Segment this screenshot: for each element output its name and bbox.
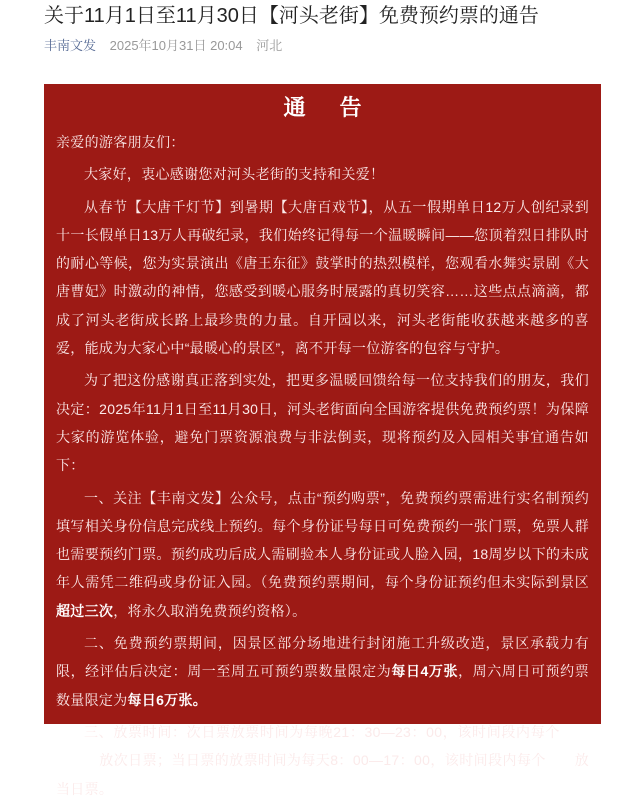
bold-text: 每日4万张 — [391, 663, 459, 680]
text: 放当日票。 — [56, 752, 589, 797]
article-meta — [44, 36, 282, 56]
text: 一、关注【丰南文发】公众号，点击“预约购票”，免费预约票需进行实名制预约填写相关身份信息完成线上预约。每个身份证号每日可免费预约一张门票，免票人群也需要预约门票。预约成功后成人需刷验本人身份证或人脸入园，18周岁以下的未成年人需凭二维码或身份证入园。（免费预约票期间，每个身份证预约但未实际到景区 — [56, 489, 589, 591]
bold-text: 每日6万张。 — [127, 691, 208, 708]
paragraph-history: 从春节【大唐千灯节】到暑期【大唐百戏节】，从五一假期单日12万人创纪录到十一长假单日13万人再破纪录，我们始终记得每一个温暖瞬间——您顶着烈日排队时的耐心等候，您为实景演出《唐王东征》鼓掌时的热烈模样，您观看水舞实景剧《大唐曹妃》时激动的神情，您感受到暖心服务时展露的真切笑容……这些点点滴滴，都成了河头老街成长路上最珍贵的力量。自开园以来，河头老街能收获越来越多的喜爱，能成为大家心中“最暖心的景区”，离不开每一位游客的包容与守护。 — [56, 198, 589, 357]
paragraph-rule-2 — [56, 629, 589, 714]
article-title: 关于11月1日至11月30日【河头老街】免费预约票的通告 — [44, 5, 539, 27]
notice-heading: 通 告 — [283, 95, 376, 120]
text: ，将永久取消免费预约资格）。 — [113, 602, 307, 619]
greeting: 亲爱的游客朋友们： — [56, 134, 185, 150]
text: 放次日票；当日票的放票时间为每天8：00—17：00，该时间段内每个 — [99, 752, 546, 769]
paragraph-rule-3 — [56, 718, 589, 803]
text: 三、放票时间：次日票放票时间为每晚21：30—23：00，该时间段内每个 — [84, 723, 561, 740]
notice-image — [44, 84, 601, 797]
paragraph-decision: 为了把这份感谢真正落到实处，把更多温暖回馈给每一位支持我们的朋友，我们决定：2025年11月1日至11月30日，河头老街面向全国游客提供免费预约票！为保障大家的游览体验，避免门票资源浪费与非法倒卖，现将预约及入园相关事宜通告如下： — [56, 372, 589, 474]
paragraph-thanks: 大家好，衷心感谢您对河头老街的支持和关爱！ — [84, 166, 385, 183]
location: 河北 — [256, 38, 283, 53]
publish-date: 2025年10月31日 20:04 — [109, 38, 243, 53]
bold-text: 超过三次 — [56, 602, 114, 619]
text: 二、免费预约票期间，因景区部分场地进行封闭施工升级改造，景区承载力有限，经评估后决定：周一至周五可预约票数量限定为 — [56, 635, 589, 680]
author-link[interactable]: 丰南文发 — [44, 38, 97, 53]
bold-text: 半点及整点 — [56, 723, 589, 769]
text: ，周六周日可预约票数量限定为 — [56, 663, 590, 708]
bold-text: 整点 — [545, 752, 575, 769]
paragraph-rule-1 — [56, 484, 589, 625]
